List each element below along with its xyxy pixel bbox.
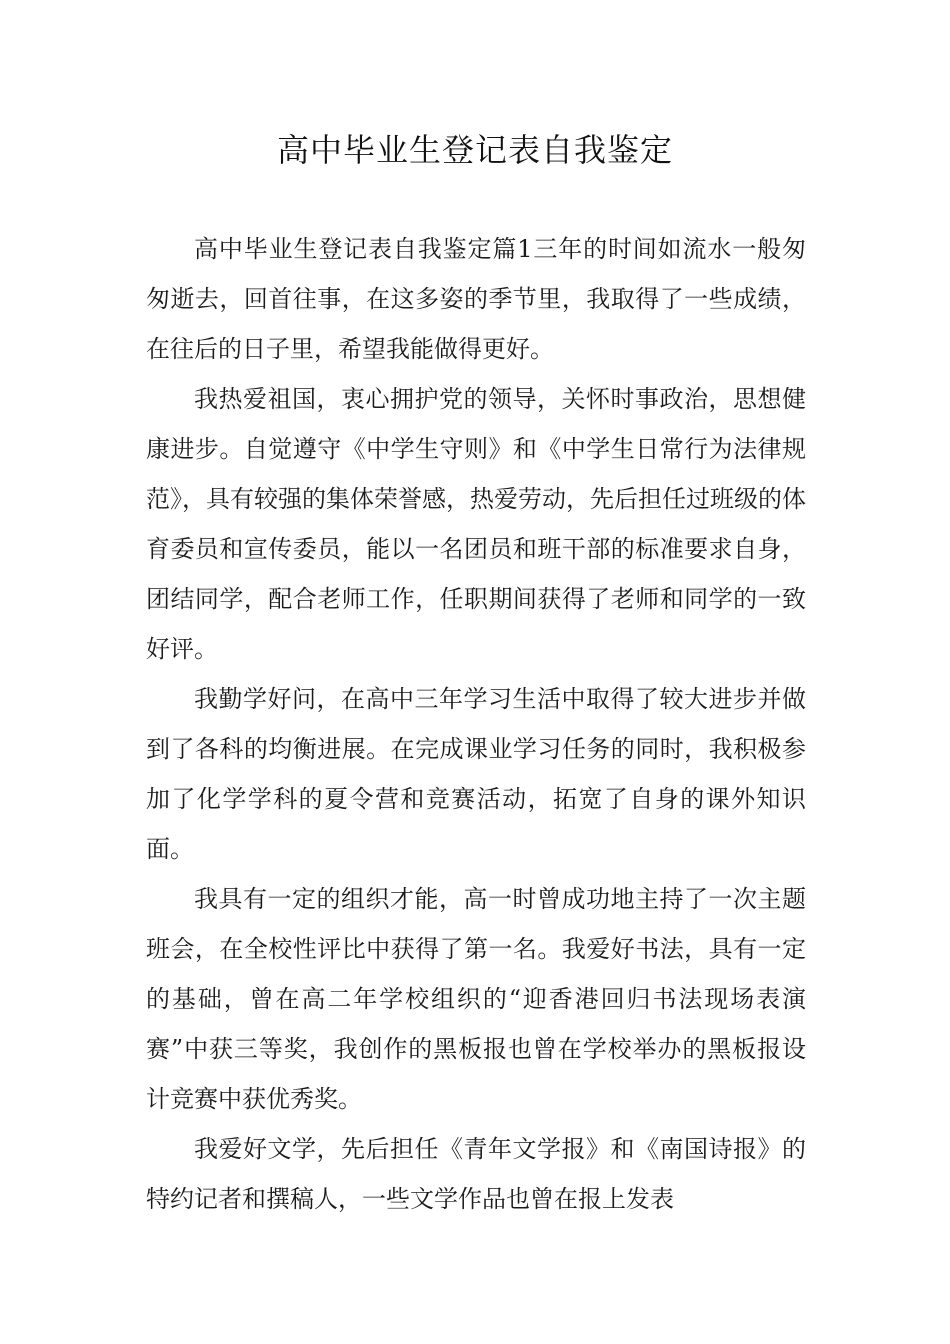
paragraph-5: 我爱好文学，先后担任《青年文学报》和《南国诗报》的特约记者和撰稿人，一些文学作品也曾在报上发表: [146, 1135, 806, 1213]
document-body: [146, 224, 806, 1224]
paragraph-3: 我勤学好问，在高中三年学习生活中取得了较大进步并做到了各科的均衡进展。在完成课业学习任务的同时，我积极参加了化学学科的夏令营和竞赛活动，拓宽了自身的课外知识面。: [146, 685, 806, 863]
paragraph-2: 我热爱祖国，衷心拥护党的领导，关怀时事政治，思想健康进步。自觉遵守《中学生守则》和《中学生日常行为法律规范》，具有较强的集体荣誉感，热爱劳动，先后担任过班级的体育委员和宣传委员，能以一名团员和班干部的标准要求自身，团结同学，配合老师工作，任职期间获得了老师和同学的一致好评。: [146, 385, 806, 663]
document-title: 高中毕业生登记表自我鉴定: [276, 131, 673, 169]
paragraph-4: 我具有一定的组织才能，高一时曾成功地主持了一次主题班会，在全校性评比中获得了第一名。我爱好书法，具有一定的基础，曾在高二年学校组织的“迎香港回归书法现场表演赛”中获三等奖，我创作的黑板报也曾在学校举办的黑板报设计竞赛中获优秀奖。: [146, 885, 806, 1113]
paragraph-1: 高中毕业生登记表自我鉴定篇1三年的时间如流水一般匆匆逝去，回首往事，在这多姿的季节里，我取得了一些成绩，在往后的日子里，希望我能做得更好。: [146, 235, 806, 363]
